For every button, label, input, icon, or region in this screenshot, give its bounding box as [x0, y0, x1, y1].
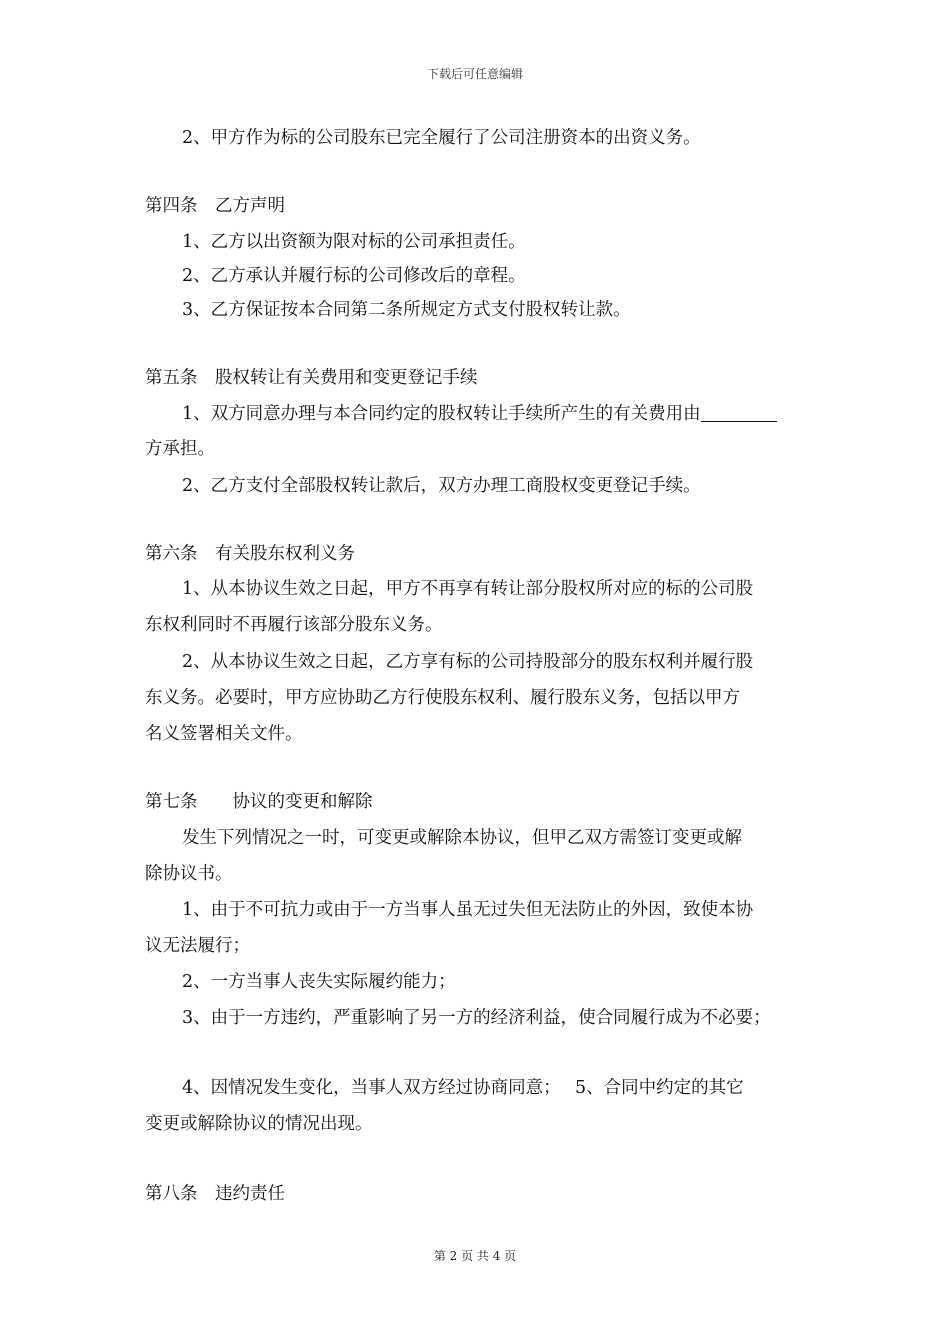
fill-in-blank — [701, 403, 777, 422]
article-7-item-4-5: 4、因情况发生变化，当事人双方经过协商同意； 5、合同中约定的其它 — [182, 1078, 744, 1098]
article-7-intro: 发生下列情况之一时，可变更或解除本协议，但甲乙双方需签订变更或解 — [182, 828, 742, 848]
article-5-heading: 第五条 股权转让有关费用和变更登记手续 — [145, 368, 478, 388]
article-7-item-1: 1、由于不可抗力或由于一方当事人虽无过失但无法防止的外因，致使本协 — [182, 900, 754, 920]
article-8-heading: 第八条 违约责任 — [145, 1184, 285, 1204]
article-4-item-2: 2、乙方承认并履行标的公司修改后的章程。 — [182, 266, 526, 286]
article-6-item-1: 1、从本协议生效之日起，甲方不再享有转让部分股权所对应的标的公司股 — [182, 579, 754, 599]
article-7-heading: 第七条 协议的变更和解除 — [145, 792, 373, 812]
article-7-item-1-cont: 议无法履行； — [145, 936, 250, 956]
article-6-item-1-cont: 东权利同时不再履行该部分股东义务。 — [145, 615, 443, 635]
article-5-item-1-cont: 方承担。 — [145, 439, 215, 459]
article-4-heading: 第四条 乙方声明 — [145, 196, 285, 216]
article-7-item-3: 3、由于一方违约，严重影响了另一方的经济利益，使合同履行成为不必要； — [182, 1008, 771, 1028]
article-6-item-2: 2、从本协议生效之日起，乙方享有标的公司持股部分的股东权利并履行股 — [182, 652, 754, 672]
article-6-item-2-cont2: 名义签署相关文件。 — [145, 724, 303, 744]
page-header: 下载后可任意编辑 — [426, 67, 523, 81]
article-7-item-2: 2、一方当事人丧失实际履约能力； — [182, 972, 456, 992]
article-5-item-1: 1、双方同意办理与本合同约定的股权转让手续所产生的有关费用由 — [182, 402, 777, 426]
clause-3-item-2: 2、甲方作为标的公司股东已完全履行了公司注册资本的出资义务。 — [182, 128, 701, 148]
page-footer: 第 2 页 共 4 页 — [433, 1249, 517, 1263]
article-5-item-2: 2、乙方支付全部股权转让款后，双方办理工商股权变更登记手续。 — [182, 476, 701, 496]
article-7-intro-cont: 除协议书。 — [145, 864, 233, 884]
article-6-item-2-cont1: 东义务。必要时，甲方应协助乙方行使股东权利、履行股东义务，包括以甲方 — [145, 688, 740, 708]
article-4-item-3: 3、乙方保证按本合同第二条所规定方式支付股权转让款。 — [182, 300, 631, 320]
article-7-item-5-cont: 变更或解除协议的情况出现。 — [145, 1114, 373, 1134]
article-4-item-1: 1、乙方以出资额为限对标的公司承担责任。 — [182, 232, 526, 252]
article-6-heading: 第六条 有关股东权利义务 — [145, 544, 355, 564]
